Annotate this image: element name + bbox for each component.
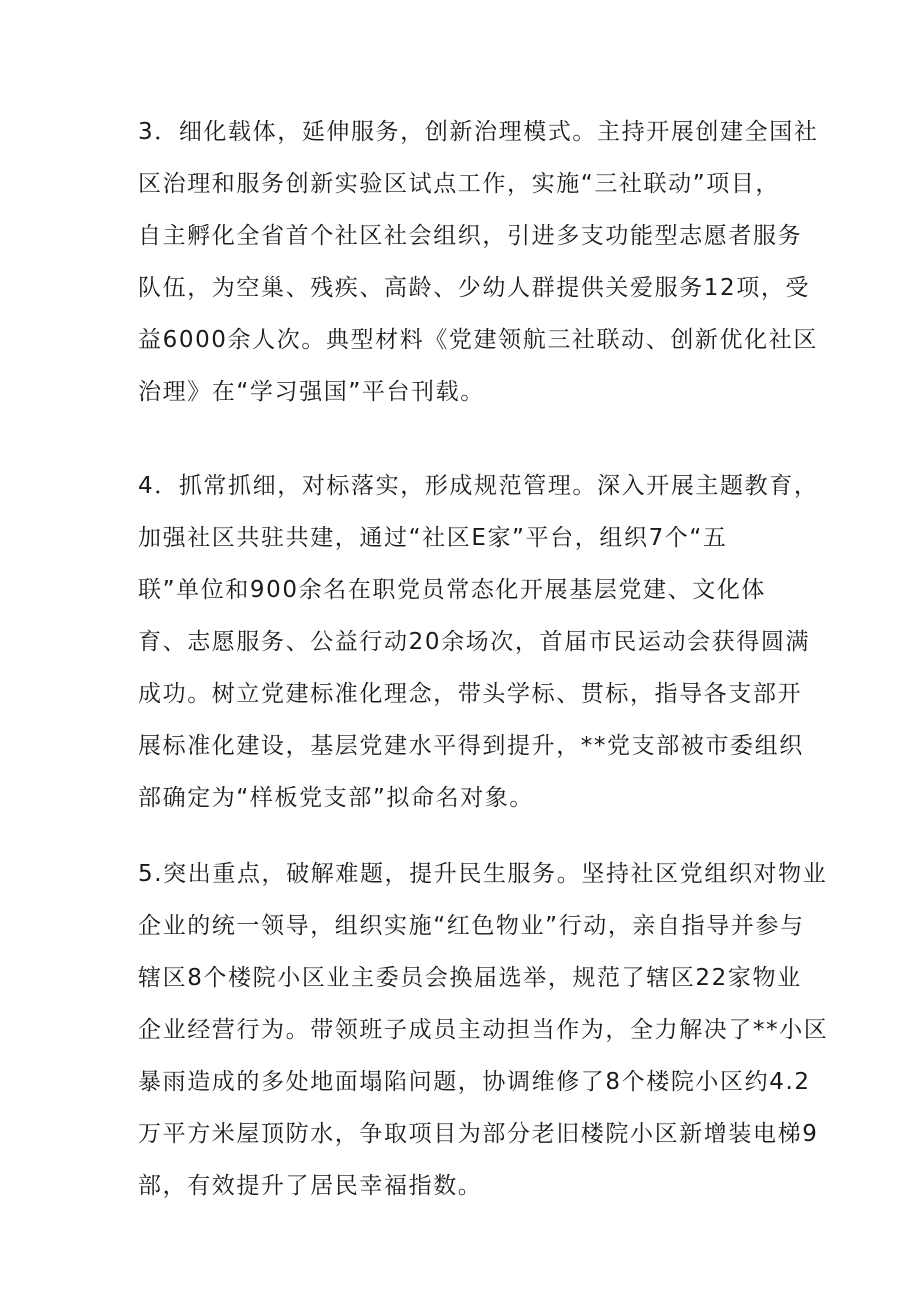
paragraph-5	[138, 848, 829, 1212]
paragraph-line: 联”单位和900余名在职党员常态化开展基层党建、文化体	[138, 577, 767, 603]
paragraph-line: 治理》在“学习强国”平台刊载。	[138, 379, 485, 405]
paragraph-line: 3．细化载体，延伸服务，创新治理模式。主持开展创建全国社	[138, 119, 819, 145]
paragraph-line: 益6000余人次。典型材料《党建领航三社联动、创新优化社区	[138, 327, 818, 353]
paragraph-line: 辖区8个楼院小区业主委员会换届选举，规范了辖区22家物业	[138, 965, 802, 991]
paragraph-line: 4．抓常抓细，对标落实，形成规范管理。深入开展主题教育，	[138, 473, 819, 499]
paragraph-line: 区治理和服务创新实验区试点工作，实施“三社联动”项目，	[138, 171, 781, 197]
paragraph-line: 万平方米屋顶防水，争取项目为部分老旧楼院小区新增装电梯9	[138, 1121, 819, 1147]
paragraph-line: 企业的统一领导，组织实施“红色物业”行动，亲自指导并参与	[138, 913, 805, 939]
paragraph-line: 企业经营行为。带领班子成员主动担当作为，全力解决了**小区	[138, 1017, 829, 1043]
paragraph-3	[138, 106, 819, 418]
paragraph-line: 加强社区共驻共建，通过“社区E家”平台，组织7个“五	[138, 525, 728, 551]
paragraph-line: 5.突出重点，破解难题，提升民生服务。坚持社区党组织对物业	[138, 861, 828, 887]
paragraph-line: 展标准化建设，基层党建水平得到提升，**党支部被市委组织	[138, 733, 804, 759]
paragraph-4	[138, 460, 819, 824]
paragraph-line: 暴雨造成的多处地面塌陷问题，协调维修了8个楼院小区约4.2	[138, 1069, 811, 1095]
paragraph-line: 自主孵化全省首个社区社会组织，引进多支功能型志愿者服务	[138, 223, 803, 249]
paragraph-line: 育、志愿服务、公益行动20余场次，首届市民运动会获得圆满	[138, 629, 811, 655]
paragraph-line: 队伍，为空巢、残疾、高龄、少幼人群提供关爱服务12项，受	[138, 275, 811, 301]
paragraph-line: 部确定为“样板党支部”拟命名对象。	[138, 785, 535, 811]
paragraph-line: 部，有效提升了居民幸福指数。	[138, 1173, 483, 1199]
paragraph-line: 成功。树立党建标准化理念，带头学标、贯标，指导各支部开	[138, 681, 803, 707]
